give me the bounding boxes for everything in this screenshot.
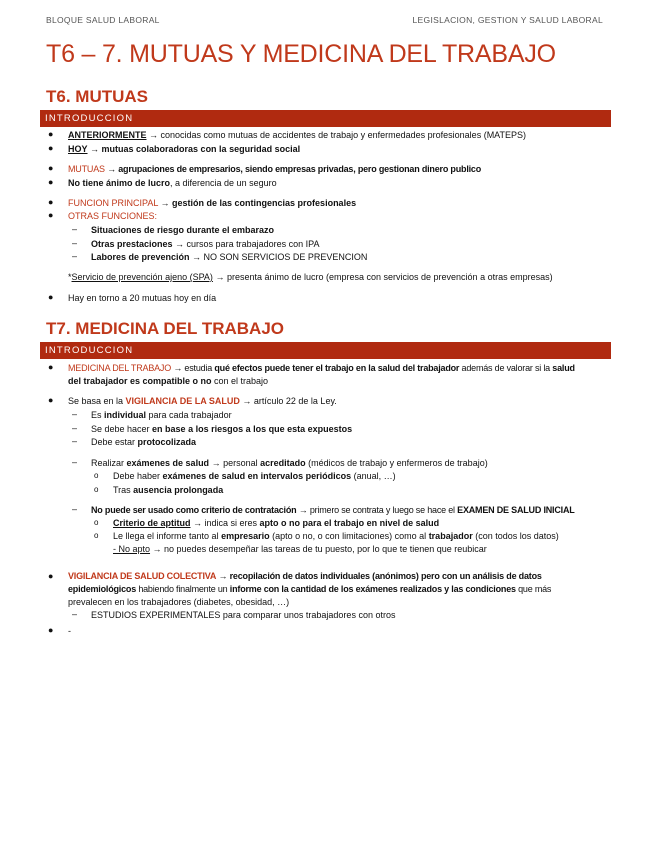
list-item: MUTUAS → agrupaciones de empresarios, siendo empresas privadas, pero gestionan dinero publico <box>68 164 482 174</box>
list-item: FUNCION PRINCIPAL → gestión de las contingencias profesionales <box>68 198 357 208</box>
header-left: BLOQUE SALUD LABORAL <box>46 15 160 25</box>
list-item: Labores de prevención → NO SON SERVICIOS DE PREVENCION <box>91 252 368 262</box>
list-item: Debe haber exámenes de salud en intervalos periódicos (anual, …) <box>113 471 396 481</box>
page-title: T6 – 7. MUTUAS Y MEDICINA DEL TRABAJO <box>46 40 556 68</box>
list-item: HOY → mutuas colaboradoras con la seguridad social <box>68 144 301 154</box>
section-bar-t7: INTRODUCCION <box>40 342 611 359</box>
list-item: Realizar exámenes de salud → personal acreditado (médicos de trabajo y enfermeros de trabajo) <box>91 458 488 468</box>
circle-bullet-icon: o <box>94 471 99 480</box>
list-item: Se basa en la VIGILANCIA DE LA SALUD → artículo 22 de la Ley. <box>68 396 337 406</box>
list-item: ESTUDIOS EXPERIMENTALES para comparar unos trabajadores con otros <box>91 610 396 620</box>
list-item: - <box>68 626 71 636</box>
bullet-icon: ● <box>48 571 54 581</box>
circle-bullet-icon: o <box>94 518 99 527</box>
list-item: OTRAS FUNCIONES: <box>68 211 158 221</box>
list-item-continuation: del trabajador es compatible o no con el trabajo <box>68 376 269 386</box>
note-text: *Servicio de prevención ajeno (SPA) → presenta ánimo de lucro (empresa con servicios de prevención a otras empresas) <box>68 272 553 282</box>
list-item-continuation: - No apto → no puedes desempeñar las tareas de tu puesto, por lo que te tienen que reubicar <box>113 544 487 554</box>
section-heading-t6: T6. MUTUAS <box>46 87 148 106</box>
dash-icon: – <box>72 423 78 433</box>
list-item: Hay en torno a 20 mutuas hoy en día <box>68 293 217 303</box>
bullet-icon: ● <box>48 129 54 139</box>
bullet-icon: ● <box>48 197 54 207</box>
list-item-continuation: prevalecen en los trabajadores (diabetes, obesidad, …) <box>68 597 290 607</box>
list-item: VIGILANCIA DE SALUD COLECTIVA → recopilación de datos individuales (anónimos) pero con un análisis de datos <box>68 571 542 581</box>
bullet-icon: ● <box>48 395 54 405</box>
list-item: Debe estar protocolizada <box>91 437 197 447</box>
section-heading-t7: T7. MEDICINA DEL TRABAJO <box>46 319 285 338</box>
dash-icon: – <box>72 436 78 446</box>
dash-icon: – <box>72 238 78 248</box>
list-item: No tiene ánimo de lucro, a diferencia de un seguro <box>68 178 277 188</box>
bullet-icon: ● <box>48 625 54 635</box>
bullet-icon: ● <box>48 210 54 220</box>
list-item: Criterio de aptitud → indica si eres apto o no para el trabajo en nivel de salud <box>113 518 440 528</box>
circle-bullet-icon: o <box>94 531 99 540</box>
list-item: No puede ser usado como criterio de contratación → primero se contrata y luego se hace el EXAMEN DE SALUD INICIAL <box>91 505 575 515</box>
list-item: Otras prestaciones → cursos para trabajadores con IPA <box>91 239 320 249</box>
dash-icon: – <box>72 609 78 619</box>
dash-icon: – <box>72 224 78 234</box>
list-item: MEDICINA DEL TRABAJO → estudia qué efectos puede tener el trabajo en la salud del trabajador además de valorar si la salud <box>68 363 575 373</box>
circle-bullet-icon: o <box>94 485 99 494</box>
header-right: LEGISLACION, GESTION Y SALUD LABORAL <box>412 15 603 25</box>
list-item: Le llega el informe tanto al empresario (apto o no, o con limitaciones) como al trabajador (con todos los datos) <box>113 531 559 541</box>
list-item: Se debe hacer en base a los riesgos a los que esta expuestos <box>91 424 353 434</box>
dash-icon: – <box>72 409 78 419</box>
list-item: Tras ausencia prolongada <box>113 485 224 495</box>
bullet-icon: ● <box>48 177 54 187</box>
dash-icon: – <box>72 457 78 467</box>
list-item-continuation: epidemiológicos habiendo finalmente un informe con la cantidad de los exámenes realizados y las condiciones que más <box>68 584 552 594</box>
list-item: ANTERIORMENTE → conocidas como mutuas de accidentes de trabajo y enfermedades profesionales (MATEPS) <box>68 130 527 140</box>
section-bar-t6: INTRODUCCION <box>40 110 611 127</box>
bullet-icon: ● <box>48 163 54 173</box>
list-item: Es individual para cada trabajador <box>91 410 232 420</box>
bullet-icon: ● <box>48 292 54 302</box>
list-item: Situaciones de riesgo durante el embarazo <box>91 225 275 235</box>
dash-icon: – <box>72 504 78 514</box>
dash-icon: – <box>72 251 78 261</box>
bullet-icon: ● <box>48 362 54 372</box>
bullet-icon: ● <box>48 143 54 153</box>
